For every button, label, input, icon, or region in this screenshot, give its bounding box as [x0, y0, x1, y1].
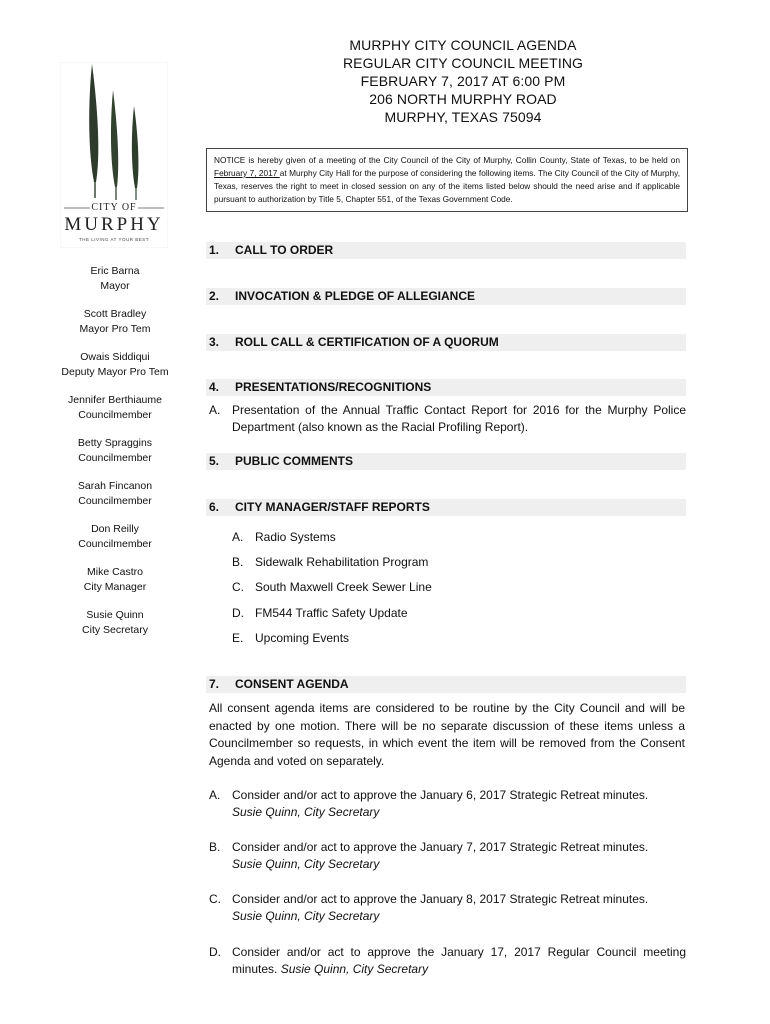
agenda-section-staff-reports [206, 499, 686, 516]
official-entry [50, 307, 180, 337]
agenda-header [228, 36, 698, 126]
official-title: Councilmember [78, 409, 152, 421]
item-letter: B. [232, 555, 244, 569]
section-title: PRESENTATIONS/RECOGNITIONS [235, 380, 432, 394]
official-title: Councilmember [78, 495, 152, 507]
section-number: 4. [209, 380, 220, 394]
official-title: City Secretary [82, 624, 148, 636]
item-letter: C. [232, 580, 244, 594]
official-name: Jennifer Berthiaume [68, 394, 162, 406]
item-presenter: Susie Quinn, City Secretary [232, 857, 380, 871]
official-name: Sarah Fincanon [77, 480, 153, 492]
agenda-section-invocation [206, 288, 686, 305]
official-entry [50, 350, 180, 380]
agenda-section-presentations [206, 379, 686, 396]
consent-item [209, 944, 686, 978]
official-entry [50, 608, 180, 638]
consent-item [209, 839, 686, 873]
consent-item [209, 891, 686, 925]
presentation-item [209, 402, 686, 436]
item-letter: D. [232, 606, 244, 620]
item-letter: B. [209, 840, 221, 854]
section-number: 7. [209, 677, 220, 691]
item-text: FM544 Traffic Safety Update [255, 606, 408, 620]
item-presenter: Susie Quinn, City Secretary [280, 962, 429, 976]
header-line-4: 206 NORTH MURPHY ROAD [369, 91, 557, 107]
official-name: Owais Siddiqui [80, 351, 150, 363]
notice-text-before: NOTICE is hereby given of a meeting of the City Council of the City of Murphy, Collin County, State of Texas, to be held on [214, 155, 680, 165]
official-name: Don Reilly [91, 523, 139, 535]
official-title: City Manager [83, 581, 147, 593]
item-text: Radio Systems [255, 530, 336, 544]
officials-sidebar [50, 264, 180, 651]
logo-tagline: THE LIVING AT YOUR BEST [78, 237, 149, 242]
item-letter: A. [232, 530, 244, 544]
item-letter: C. [209, 892, 221, 906]
official-title: Mayor Pro Tem [79, 323, 151, 335]
item-text: Upcoming Events [255, 631, 350, 645]
official-name: Susie Quinn [86, 609, 144, 621]
agenda-section-roll-call [206, 334, 686, 351]
item-letter: A. [209, 403, 221, 417]
section-title: PUBLIC COMMENTS [235, 454, 353, 468]
item-text: Sidewalk Rehabilitation Program [255, 555, 429, 569]
staff-report-item [232, 529, 336, 546]
item-letter: E. [232, 631, 244, 645]
section-title: CONSENT AGENDA [235, 677, 349, 691]
item-presenter: Susie Quinn, City Secretary [232, 805, 380, 819]
item-text: South Maxwell Creek Sewer Line [255, 580, 432, 594]
official-entry [50, 479, 180, 509]
header-line-3: FEBRUARY 7, 2017 AT 6:00 PM [360, 73, 566, 89]
item-letter: A. [209, 788, 221, 802]
notice-text-after: at Murphy City Hall for the purpose of considering the following items. The City Council of the City of Murphy, Texas, reserves the right to meet in closed session on any of the items listed below should the need arise and if applicable pursuant to authorization by Title 5, Chapter 551, of the Texas Government Code. [214, 168, 680, 204]
consent-item [209, 787, 686, 821]
item-text: Consider and/or act to approve the January 7, 2017 Strategic Retreat minutes. [232, 840, 649, 854]
official-entry [50, 264, 180, 294]
section-title: INVOCATION & PLEDGE OF ALLEGIANCE [235, 289, 476, 303]
logo-murphy-wordmark: MURPHY [64, 214, 164, 235]
header-line-5: MURPHY, TEXAS 75094 [384, 109, 542, 125]
item-presenter: Susie Quinn, City Secretary [232, 909, 380, 923]
official-name: Eric Barna [90, 265, 140, 277]
official-entry [50, 565, 180, 595]
official-title: Councilmember [78, 538, 152, 550]
header-line-1: MURPHY CITY COUNCIL AGENDA [349, 37, 577, 53]
official-title: Councilmember [78, 452, 152, 464]
staff-report-item [232, 579, 432, 596]
agenda-section-consent [206, 676, 686, 693]
official-name: Scott Bradley [83, 308, 147, 320]
logo-city-of: CITY OF [91, 202, 137, 213]
official-entry [50, 522, 180, 552]
section-number: 2. [209, 289, 220, 303]
agenda-section-public-comments [206, 453, 686, 470]
staff-report-item [232, 605, 408, 622]
official-name: Mike Castro [86, 566, 143, 578]
section-title: CALL TO ORDER [235, 243, 334, 257]
item-letter: D. [209, 945, 221, 959]
consent-intro-paragraph: All consent agenda items are considered to be routine by the City Council and will be enacted by one motion. There will be no separate discussion of these items unless a Councilmember so requests, in which event the item will be removed from the Consent Agenda and voted on separately. [209, 701, 685, 768]
section-number: 5. [209, 454, 220, 468]
section-title: ROLL CALL & CERTIFICATION OF A QUORUM [235, 335, 499, 349]
item-text: Consider and/or act to approve the January 6, 2017 Strategic Retreat minutes. [232, 788, 649, 802]
official-entry [50, 436, 180, 466]
official-title: Deputy Mayor Pro Tem [61, 366, 169, 378]
notice-date: February 7, 2017 [214, 168, 280, 178]
official-entry [50, 393, 180, 423]
meeting-notice-box [206, 148, 688, 212]
section-number: 6. [209, 500, 220, 514]
staff-report-item [232, 554, 428, 571]
official-title: Mayor [100, 280, 130, 292]
official-name: Betty Spraggins [77, 437, 153, 449]
section-number: 3. [209, 335, 220, 349]
staff-report-item [232, 630, 349, 647]
section-number: 1. [209, 243, 220, 257]
header-line-2: REGULAR CITY COUNCIL MEETING [342, 55, 584, 71]
agenda-section-call-to-order [206, 242, 686, 259]
section-title: CITY MANAGER/STAFF REPORTS [235, 500, 430, 514]
item-text: Consider and/or act to approve the January 17, 2017 Regular Council meeting minutes. [232, 945, 686, 976]
item-text: Presentation of the Annual Traffic Contact Report for 2016 for the Murphy Police Department (also known as the Racial Profiling Report). [232, 403, 686, 434]
item-text: Consider and/or act to approve the January 8, 2017 Strategic Retreat minutes. [232, 892, 649, 906]
